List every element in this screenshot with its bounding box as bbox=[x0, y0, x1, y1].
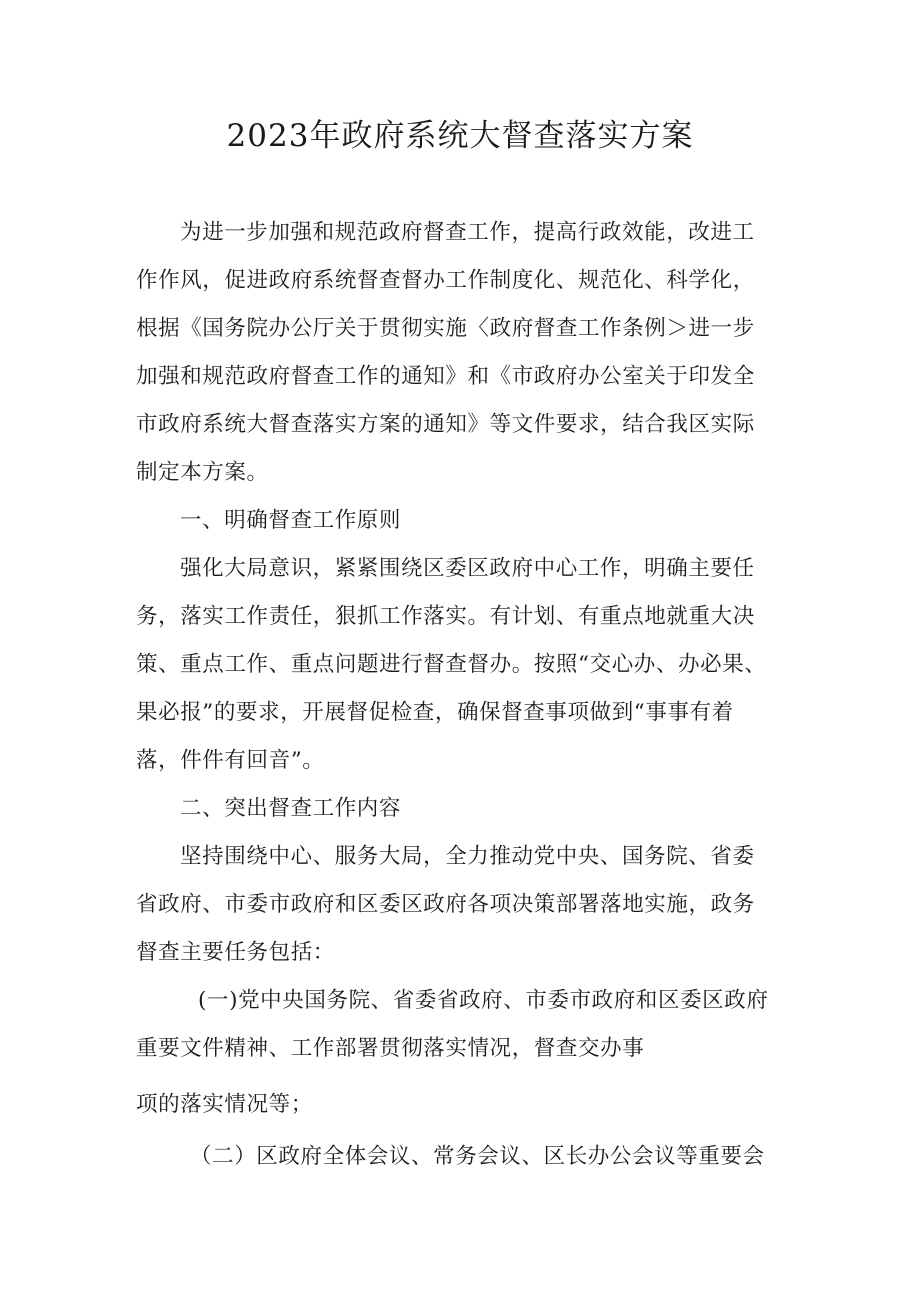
intro-line: 市政府系统大督查落实方案的通知》等文件要求，结合我区实际 bbox=[136, 412, 755, 437]
section1-line: 落，件件有回音”。 bbox=[136, 748, 325, 773]
item2-line: （二）区政府全体会议、常务会议、区长办公会议等重要会 bbox=[190, 1144, 765, 1169]
section2-line: 坚持围绕中心、服务大局，全力推动党中央、国务院、省委 bbox=[180, 844, 755, 869]
intro-line: 为进一步加强和规范政府督查工作，提高行政效能，改进工 bbox=[180, 220, 755, 245]
intro-line: 制定本方案。 bbox=[136, 460, 269, 485]
intro-line: 根据《国务院办公厅关于贯彻实施〈政府督查工作条例＞进一步 bbox=[136, 316, 755, 341]
section1-line: 果必报”的要求，开展督促检查，确保督查事项做到“事事有着 bbox=[136, 700, 734, 725]
intro-line: 加强和规范政府督查工作的通知》和《市政府办公室关于印发全 bbox=[136, 364, 755, 389]
item1-line: (一)党中央国务院、省委省政府、市委市政府和区委区政府 bbox=[198, 988, 769, 1013]
section2-line: 督查主要任务包括： bbox=[136, 940, 335, 965]
document-title: 2023年政府系统大督查落实方案 bbox=[226, 118, 694, 154]
item1-line: 项的落实情况等； bbox=[136, 1092, 313, 1117]
intro-line: 作作风，促进政府系统督查督办工作制度化、规范化、科学化， bbox=[136, 268, 755, 293]
section-heading-principles: 一、明确督查工作原则 bbox=[180, 508, 402, 533]
section-heading-content: 二、突出督查工作内容 bbox=[180, 796, 402, 821]
section1-line: 策、重点工作、重点问题进行督查督办。按照“交心办、办必果、 bbox=[136, 652, 767, 677]
section2-line: 省政府、市委市政府和区委区政府各项决策部署落地实施，政务 bbox=[136, 892, 755, 917]
section1-line: 务，落实工作责任，狠抓工作落实。有计划、有重点地就重大决 bbox=[136, 604, 755, 629]
item1-line: 重要文件精神、工作部署贯彻落实情况，督查交办事 bbox=[136, 1036, 645, 1061]
section1-line: 强化大局意识，紧紧围绕区委区政府中心工作，明确主要任 bbox=[180, 556, 755, 581]
